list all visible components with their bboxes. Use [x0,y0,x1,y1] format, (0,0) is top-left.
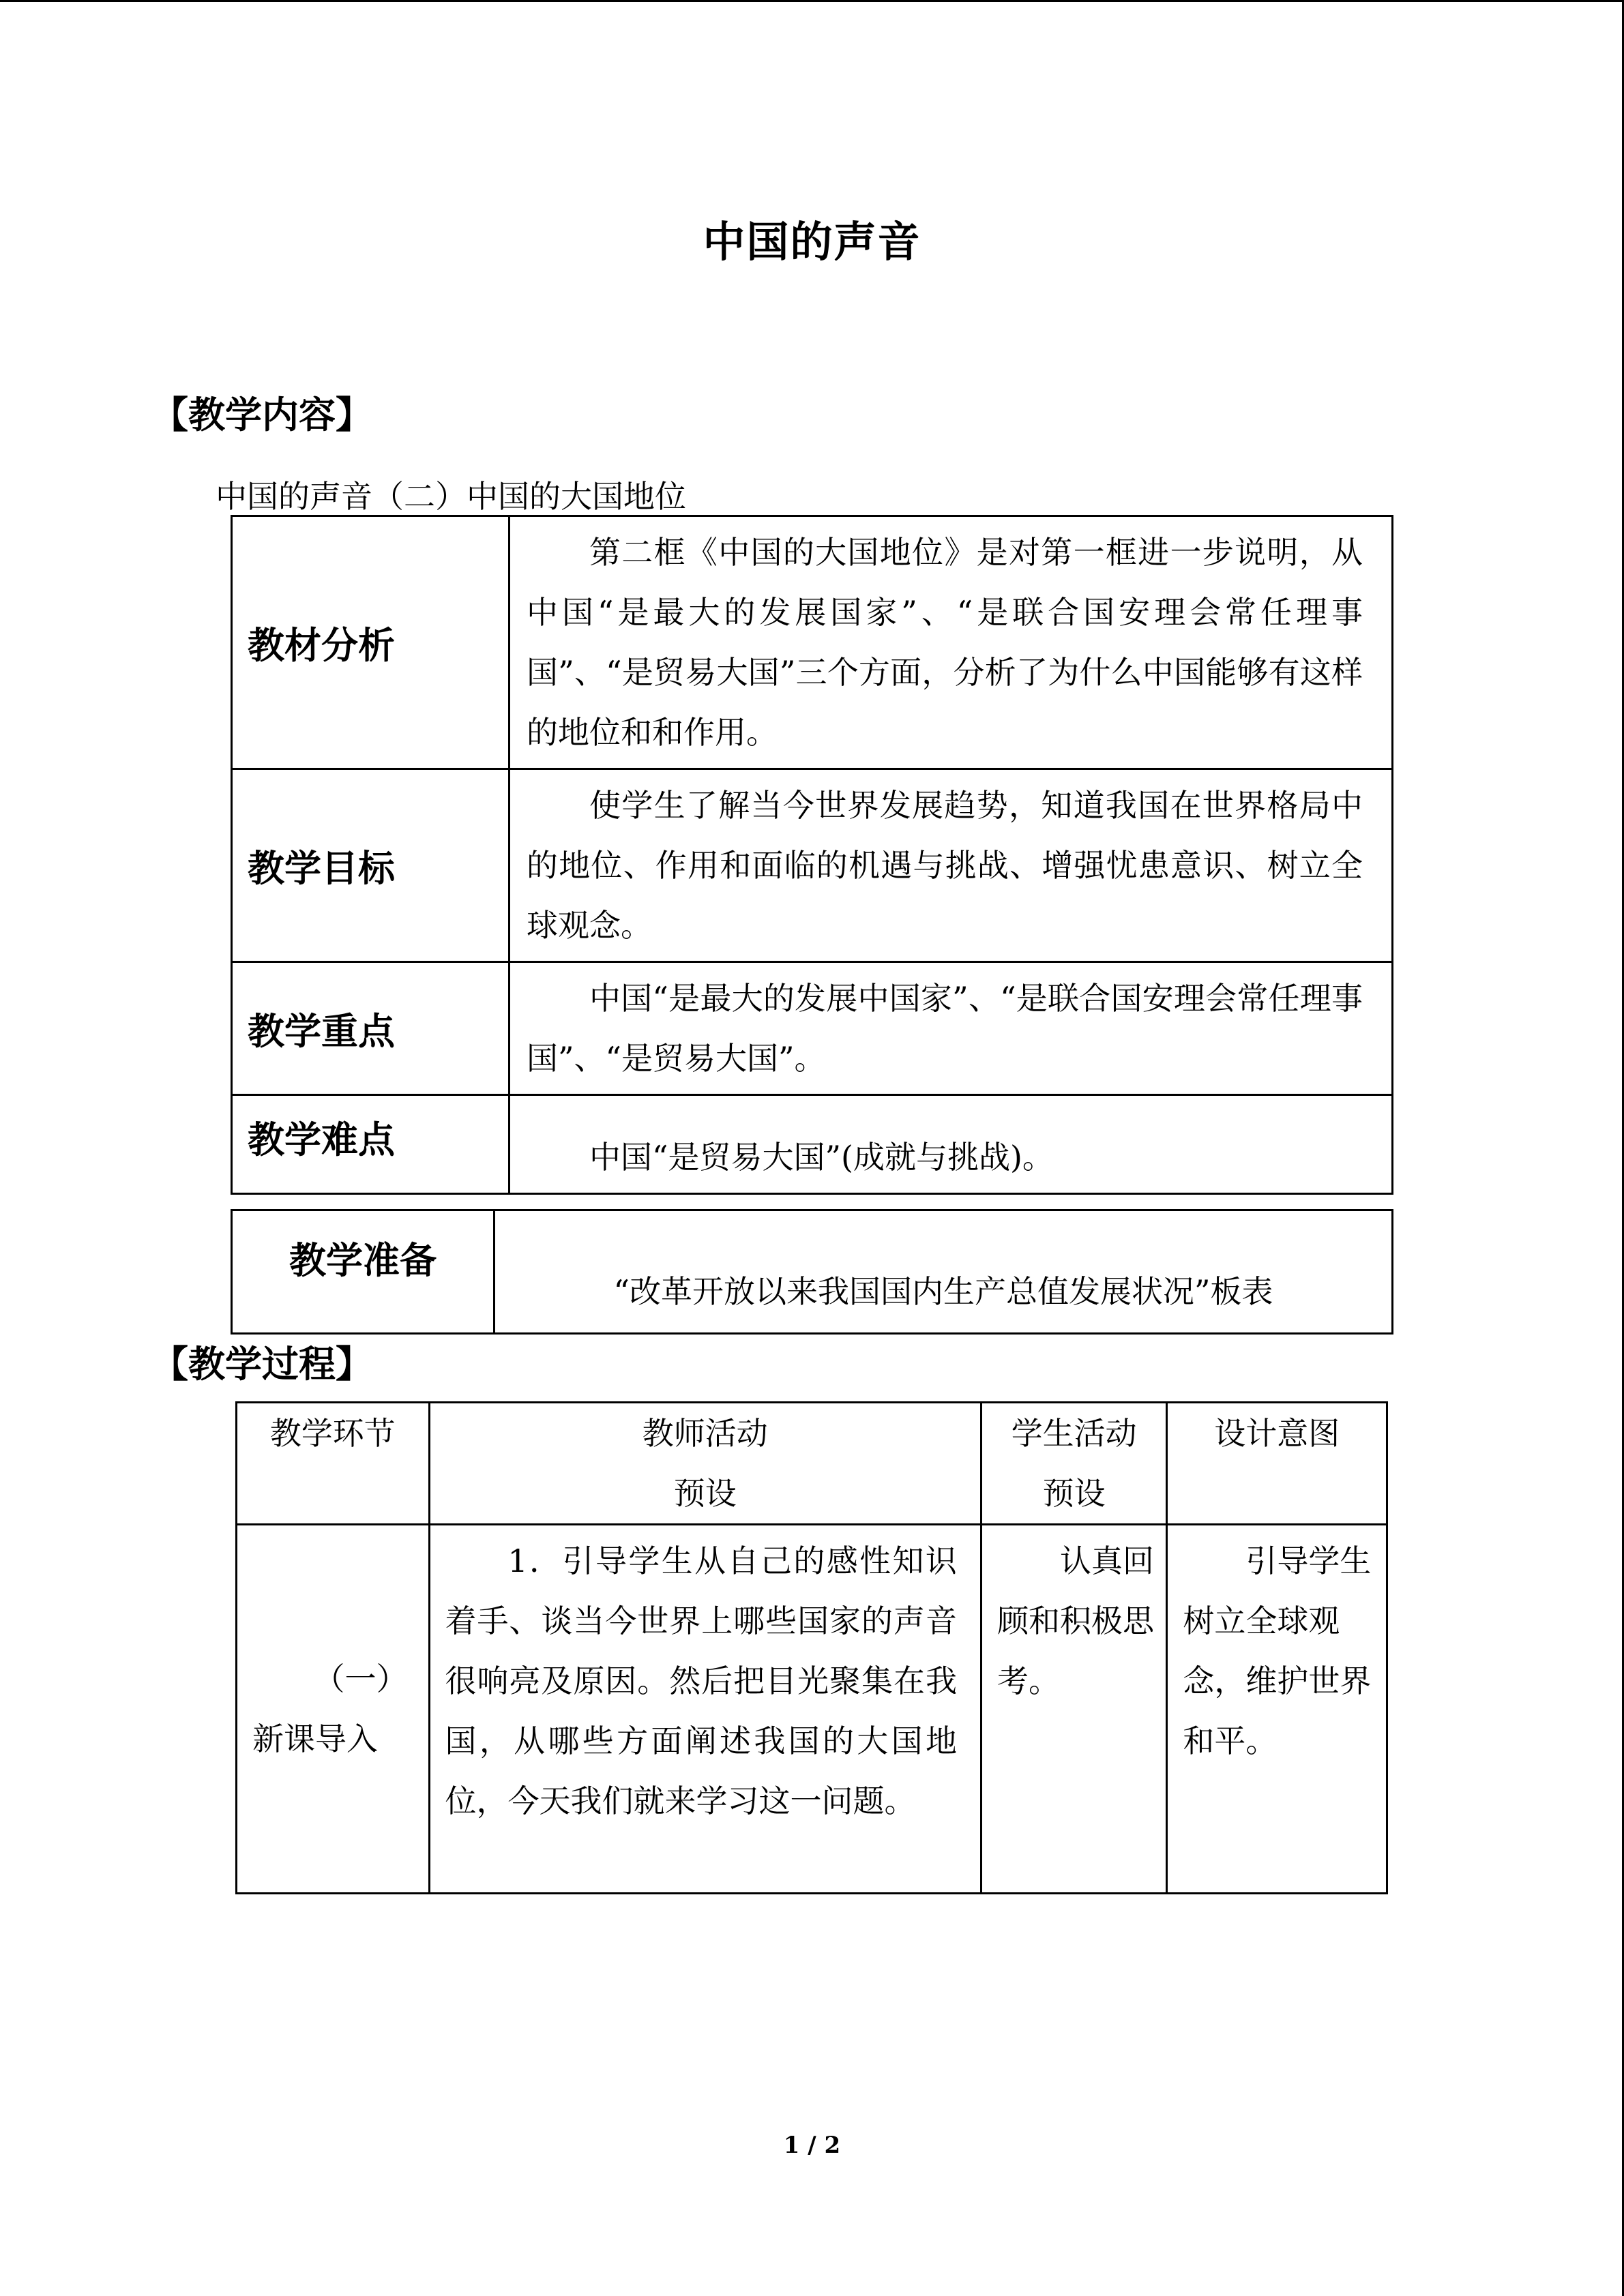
info-content: 中国“是贸易大国”(成就与挑战)。 [510,1095,1393,1194]
info-row-key-points [232,962,1393,1095]
header-teacher-line1: 教师活动 [642,1415,768,1452]
teaching-content-heading: 【教学内容】 [151,393,372,436]
teacher-activity: 1．引导学生从自己的感性知识着手、谈当今世界上哪些国家的声音很响亮及原因。然后把目光聚集在我国，从哪些方面阐述我国的大国地位，今天我们就来学习这一问题。 [429,1525,981,1894]
lesson-intro: 中国的声音（二）中国的大国地位 [216,478,686,515]
info-label: 教学难点 [232,1095,510,1194]
info-label: 教学重点 [232,962,510,1095]
preparation-label: 教学准备 [232,1210,494,1334]
document-title: 中国的声音 [703,217,921,267]
info-row-difficulties [232,1095,1393,1194]
header-student-line2: 预设 [1042,1475,1106,1512]
lesson-info-table [231,515,1393,1195]
header-student-line1: 学生活动 [1011,1415,1137,1452]
preparation-content: “改革开放以来我国国内生产总值发展状况”板表 [494,1210,1393,1334]
page-border-top [0,0,1624,2]
header-design-text: 设计意图 [1214,1415,1340,1452]
stage-name: 新课导入 [252,1720,378,1757]
header-student [981,1403,1166,1525]
info-content: 第二框《中国的大国地位》是对第一框进一步说明，从中国“是最大的发展国家”、“是联合国安理会常任理事国”、“是贸易大国”三个方面，分析了为什么中国能够有这样的地位和和作用。 [510,516,1393,769]
info-label: 教学目标 [232,769,510,962]
header-stage [237,1403,430,1525]
preparation-table [231,1209,1393,1335]
info-label: 教材分析 [232,516,510,769]
info-content: 中国“是最大的发展中国家”、“是联合国安理会常任理事国”、“是贸易大国”。 [510,962,1393,1095]
info-row-analysis [232,516,1393,769]
header-design [1167,1403,1387,1525]
preparation-row [232,1210,1393,1334]
header-teacher [429,1403,981,1525]
table-row [237,1525,1387,1894]
student-activity: 认真回顾和积极思考。 [981,1525,1166,1894]
stage-cell [237,1525,430,1894]
stage-number: （一） [313,1660,408,1697]
page-number: 1 / 2 [783,2132,841,2159]
teaching-process-heading: 【教学过程】 [151,1342,372,1386]
header-teacher-line2: 预设 [673,1475,737,1512]
header-stage-text: 教学环节 [269,1415,396,1452]
process-header-row [237,1403,1387,1525]
info-content: 使学生了解当今世界发展趋势，知道我国在世界格局中的地位、作用和面临的机遇与挑战、增强忧患意识、树立全球观念。 [510,769,1393,962]
info-row-objectives [232,769,1393,962]
design-intent: 引导学生树立全球观念，维护世界和平。 [1167,1525,1387,1894]
teaching-process-table [235,1401,1388,1894]
